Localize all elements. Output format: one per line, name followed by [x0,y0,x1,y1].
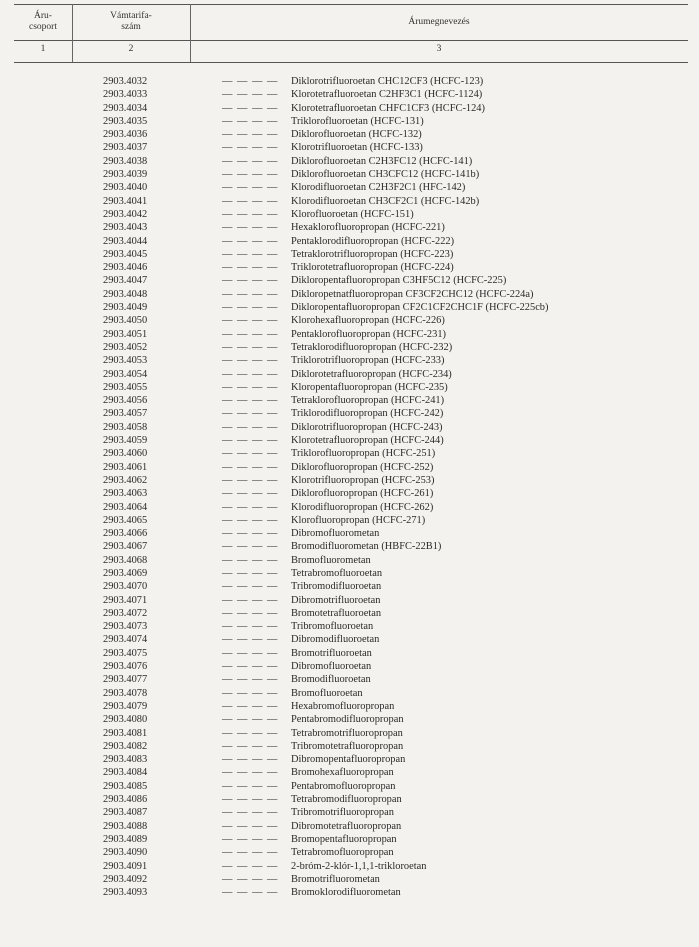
table-row [0,461,699,474]
indent-dashes: — — — — [222,514,279,526]
column-header-description: Árumegnevezés [408,17,470,27]
indent-dashes: — — — — [222,607,279,619]
indent-dashes: — — — — [222,315,279,327]
indent-dashes: — — — — [222,700,279,712]
indent-dashes: — — — — [222,528,279,540]
indent-dashes: — — — — [222,794,279,806]
indent-dashes: — — — — [222,76,279,87]
table-row [0,514,699,527]
table-row [0,341,699,354]
table-row [0,474,699,487]
tariff-code: 2903.4076 [103,661,148,673]
indent-dashes: — — — — [222,647,279,659]
table-row [0,554,699,567]
product-description: Dibromopentafluoropropan [291,754,406,766]
table-row [0,673,699,686]
indent-dashes: — — — — [222,169,279,181]
table-row [0,540,699,553]
indent-dashes: — — — — [222,448,279,460]
table-row [0,633,699,646]
tariff-code: 2903.4085 [103,780,148,792]
product-description: Triklorotetrafluoropropan (HCFC-224) [291,262,454,274]
indent-dashes: — — — — [222,328,279,340]
tariff-code: 2903.4043 [103,222,148,234]
product-description: Dibromofluorometan [291,528,380,540]
table-row [0,487,699,500]
tariff-code: 2903.4047 [103,275,148,287]
table-row [0,261,699,274]
table-row [0,394,699,407]
product-description: Dikloropetnatfluoropropan CF3CF2CHC12 (HCFC-224a) [291,288,534,300]
product-description: Bromofluorometan [291,554,371,566]
indent-dashes: — — — — [222,474,279,486]
tariff-code: 2903.4087 [103,807,148,819]
table-row [0,75,699,88]
table-row [0,527,699,540]
table-row [0,860,699,873]
indent-dashes: — — — — [222,435,279,447]
table-row [0,793,699,806]
tariff-code: 2903.4081 [103,727,148,739]
tariff-code: 2903.4055 [103,381,148,393]
table-row [0,328,699,341]
column-header-group: Áru- csoport [29,11,57,32]
tariff-code: 2903.4059 [103,435,148,447]
tariff-code: 2903.4039 [103,169,148,181]
tariff-code: 2903.4067 [103,541,148,553]
tariff-code: 2903.4049 [103,302,148,314]
table-row [0,806,699,819]
tariff-code: 2903.4070 [103,581,148,593]
indent-dashes: — — — — [222,594,279,606]
product-description: Klorotetrafluoropropan (HCFC-244) [291,435,444,447]
table-row [0,381,699,394]
table-row [0,594,699,607]
product-description: Tetraklorofluoropropan (HCFC-241) [291,395,445,407]
product-description: Klorodifluoropropan (HCFC-262) [291,501,434,513]
table-row [0,753,699,766]
indent-dashes: — — — — [222,208,279,220]
indent-dashes: — — — — [222,129,279,141]
table-row [0,181,699,194]
column-number-3: 3 [436,44,442,54]
table-row [0,155,699,168]
tariff-code: 2903.4056 [103,395,148,407]
tariff-code: 2903.4040 [103,182,148,194]
tariff-code: 2903.4045 [103,248,148,260]
table-row [0,354,699,367]
table-row [0,195,699,208]
table-row [0,434,699,447]
tariff-code: 2903.4054 [103,368,148,380]
table-row [0,740,699,753]
product-description: Tetraklorodifluoropropan (HCFC-232) [291,341,453,353]
indent-dashes: — — — — [222,847,279,859]
tariff-code: 2903.4042 [103,208,148,220]
table-row [0,248,699,261]
indent-dashes: — — — — [222,501,279,513]
table-row [0,221,699,234]
product-description: Tetrabromofluoroetan [291,567,383,579]
tariff-code: 2903.4075 [103,647,148,659]
indent-dashes: — — — — [222,541,279,553]
tariff-code: 2903.4032 [103,76,148,87]
tariff-code: 2903.4058 [103,421,148,433]
table-row [0,700,699,713]
tariff-code: 2903.4053 [103,355,148,367]
header-mid-rule [14,40,688,41]
product-description: Bromotetrafluoroetan [291,607,382,619]
indent-dashes: — — — — [222,222,279,234]
indent-dashes: — — — — [222,288,279,300]
tariff-code: 2903.4034 [103,102,148,114]
product-description: Diklorofluoroetan CH3CFC12 (HCFC-141b) [291,169,480,181]
product-description: Triklorodifluoropropan (HCFC-242) [291,408,444,420]
product-description: Tribromotrifluoropropan [291,807,394,819]
indent-dashes: — — — — [222,248,279,260]
product-description: Pentabromofluoropropan [291,780,396,792]
tariff-code: 2903.4089 [103,833,148,845]
product-description: Diklorotrifluoroetan CHC12CF3 (HCFC-123) [291,76,484,87]
tariff-code: 2903.4064 [103,501,148,513]
product-description: Diklorofluoroetan (HCFC-132) [291,129,422,141]
indent-dashes: — — — — [222,488,279,500]
tariff-code: 2903.4084 [103,767,148,779]
indent-dashes: — — — — [222,235,279,247]
product-description: Bromodifluorometan (HBFC-22B1) [291,541,442,553]
tariff-code: 2903.4083 [103,754,148,766]
table-row [0,208,699,221]
table-row [0,102,699,115]
product-description: Klorotrifluoropropan (HCFC-253) [291,474,435,486]
indent-dashes: — — — — [222,860,279,872]
indent-dashes: — — — — [222,581,279,593]
indent-dashes: — — — — [222,408,279,420]
table-row [0,88,699,101]
indent-dashes: — — — — [222,714,279,726]
tariff-code: 2903.4046 [103,262,148,274]
header-top-rule [14,4,688,5]
tariff-code: 2903.4078 [103,687,148,699]
product-description: Triklorofluoropropan (HCFC-251) [291,448,436,460]
product-description: Tetrabromodifluoropropan [291,794,402,806]
product-description: Tribromofluoroetan [291,621,374,633]
tariff-code: 2903.4073 [103,621,148,633]
table-row [0,727,699,740]
tariff-code: 2903.4066 [103,528,148,540]
indent-dashes: — — — — [222,687,279,699]
tariff-code: 2903.4069 [103,567,148,579]
product-description: Pentaklorodifluoropropan (HCFC-222) [291,235,455,247]
tariff-code: 2903.4038 [103,155,148,167]
table-row [0,368,699,381]
product-description: Klorodifluoroetan CH3CF2C1 (HCFC-142b) [291,195,480,207]
indent-dashes: — — — — [222,621,279,633]
header-bottom-rule [14,62,688,63]
tariff-code: 2903.4072 [103,607,148,619]
indent-dashes: — — — — [222,182,279,194]
tariff-code: 2903.4044 [103,235,148,247]
table-row [0,873,699,886]
table-row [0,687,699,700]
tariff-code: 2903.4080 [103,714,148,726]
indent-dashes: — — — — [222,754,279,766]
product-description: Klorofluoroetan (HCFC-151) [291,208,414,220]
indent-dashes: — — — — [222,395,279,407]
tariff-code: 2903.4077 [103,674,148,686]
indent-dashes: — — — — [222,820,279,832]
table-row [0,235,699,248]
table-row [0,713,699,726]
product-description: Diklorotrifluoropropan (HCFC-243) [291,421,443,433]
tariff-code: 2903.4093 [103,887,148,899]
product-description: Bromopentafluoropropan [291,833,397,845]
indent-dashes: — — — — [222,833,279,845]
product-description: Tetrabromofluoropropan [291,847,394,859]
indent-dashes: — — — — [222,368,279,380]
tariff-code: 2903.4062 [103,474,148,486]
product-description: Klorotrifluoroetan (HCFC-133) [291,142,423,154]
product-description: Hexabromofluoropropan [291,700,395,712]
indent-dashes: — — — — [222,461,279,473]
product-description: 2-bróm-2-klór-1,1,1-trikloroetan [291,860,427,872]
tariff-code: 2903.4092 [103,873,148,885]
indent-dashes: — — — — [222,887,279,899]
tariff-code: 2903.4079 [103,700,148,712]
tariff-code: 2903.4041 [103,195,148,207]
product-description: Pentabromodifluoropropan [291,714,404,726]
table-row [0,647,699,660]
tariff-code: 2903.4091 [103,860,148,872]
product-description: Dibromodifluoroetan [291,634,380,646]
table-row [0,780,699,793]
tariff-code: 2903.4051 [103,328,148,340]
product-description: Klorofluoropropan (HCFC-271) [291,514,426,526]
table-row [0,886,699,899]
product-description: Tribromodifluoroetan [291,581,382,593]
indent-dashes: — — — — [222,302,279,314]
tariff-code: 2903.4036 [103,129,148,141]
table-row [0,115,699,128]
tariff-code: 2903.4065 [103,514,148,526]
product-description: Bromodifluoroetan [291,674,371,686]
table-row [0,607,699,620]
tariff-code: 2903.4086 [103,794,148,806]
indent-dashes: — — — — [222,262,279,274]
tariff-code: 2903.4050 [103,315,148,327]
product-description: Pentaklorofluoropropan (HCFC-231) [291,328,446,340]
product-description: Klorotetrafluoroetan C2HF3C1 (HCFC-1124) [291,89,483,101]
indent-dashes: — — — — [222,661,279,673]
table-row [0,820,699,833]
table-row [0,314,699,327]
product-description: Hexaklorofluoropropan (HCFC-221) [291,222,445,234]
product-description: Bromotrifluoroetan [291,647,372,659]
product-description: Klorohexafluoropropan (HCFC-226) [291,315,445,327]
indent-dashes: — — — — [222,142,279,154]
table-row [0,766,699,779]
table-row [0,501,699,514]
product-description: Dibromofluoroetan [291,661,372,673]
product-description: Bromohexafluoropropan [291,767,394,779]
table-row [0,846,699,859]
column-number-1: 1 [40,44,46,54]
product-description: Klorodifluoroetan C2H3F2C1 (HFC-142) [291,182,466,194]
tariff-code: 2903.4071 [103,594,148,606]
product-description: Tetraklorotrifluoropropan (HCFC-223) [291,248,454,260]
tariff-code: 2903.4088 [103,820,148,832]
tariff-code: 2903.4061 [103,461,148,473]
product-description: Diklorofluoropropan (HCFC-261) [291,488,434,500]
table-row [0,620,699,633]
product-description: Kloropentafluoropropan (HCFC-235) [291,381,448,393]
table-row [0,833,699,846]
indent-dashes: — — — — [222,554,279,566]
product-description: Tetrabromotrifluoropropan [291,727,403,739]
tariff-code: 2903.4060 [103,448,148,460]
product-description: Bromotrifluorometan [291,873,380,885]
indent-dashes: — — — — [222,102,279,114]
table-row [0,301,699,314]
tariff-code: 2903.4090 [103,847,148,859]
tariff-code: 2903.4033 [103,89,148,101]
tariff-code: 2903.4082 [103,740,148,752]
indent-dashes: — — — — [222,89,279,101]
indent-dashes: — — — — [222,421,279,433]
product-description: Dibromotetrafluoropropan [291,820,402,832]
indent-dashes: — — — — [222,115,279,127]
product-description: Diklorofluoroetan C2H3FC12 (HCFC-141) [291,155,473,167]
tariff-code: 2903.4037 [103,142,148,154]
column-header-tariff: Vámtarifa- szám [110,11,152,32]
tariff-code: 2903.4074 [103,634,148,646]
tariff-code: 2903.4035 [103,115,148,127]
tariff-code: 2903.4063 [103,488,148,500]
product-description: Klorotetrafluoroetan CHFC1CF3 (HCFC-124) [291,102,485,114]
product-description: Dibromotrifluoroetan [291,594,381,606]
product-description: Triklorofluoroetan (HCFC-131) [291,115,424,127]
indent-dashes: — — — — [222,155,279,167]
indent-dashes: — — — — [222,873,279,885]
tariff-table-body [0,75,699,899]
indent-dashes: — — — — [222,674,279,686]
product-description: Bromoklorodifluorometan [291,887,401,899]
product-description: Bromofluoroetan [291,687,363,699]
indent-dashes: — — — — [222,634,279,646]
table-row [0,274,699,287]
product-description: Dikloropentafluoropropan C3HF5C12 (HCFC-225) [291,275,507,287]
indent-dashes: — — — — [222,195,279,207]
table-row [0,447,699,460]
indent-dashes: — — — — [222,727,279,739]
indent-dashes: — — — — [222,740,279,752]
table-row [0,660,699,673]
table-row [0,580,699,593]
product-description: Dikloropentafluoropropan CF2C1CF2CHC1F (HCFC-225cb) [291,302,549,314]
indent-dashes: — — — — [222,341,279,353]
table-row [0,168,699,181]
column-number-2: 2 [128,44,134,54]
table-row [0,128,699,141]
indent-dashes: — — — — [222,567,279,579]
tariff-code: 2903.4048 [103,288,148,300]
product-description: Triklorotrifluoropropan (HCFC-233) [291,355,445,367]
tariff-code: 2903.4057 [103,408,148,420]
table-row [0,421,699,434]
product-description: Diklorotetrafluoropropan (HCFC-234) [291,368,452,380]
indent-dashes: — — — — [222,767,279,779]
table-row [0,567,699,580]
product-description: Tribromotetrafluoropropan [291,740,404,752]
tariff-code: 2903.4052 [103,341,148,353]
table-row [0,141,699,154]
indent-dashes: — — — — [222,807,279,819]
indent-dashes: — — — — [222,275,279,287]
tariff-code: 2903.4068 [103,554,148,566]
indent-dashes: — — — — [222,381,279,393]
indent-dashes: — — — — [222,355,279,367]
table-row [0,407,699,420]
indent-dashes: — — — — [222,780,279,792]
product-description: Diklorofluoropropan (HCFC-252) [291,461,434,473]
table-row [0,288,699,301]
